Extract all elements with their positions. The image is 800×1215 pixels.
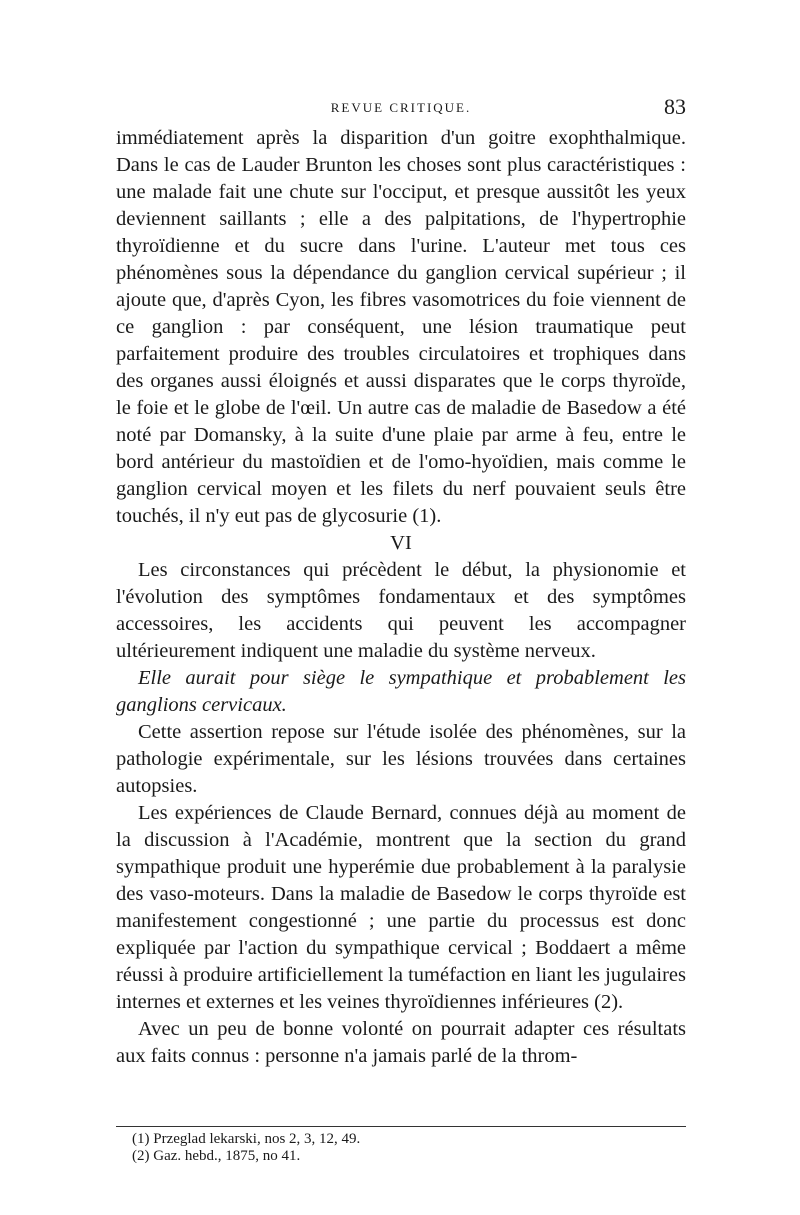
paragraph: Les circonstances qui précèdent le début, la physionomie et l'évolution des symptômes fondamentaux et des symptômes accessoires, les accidents qui peuvent les accompagner ultérieurement indiquent une maladie du système nerveux. xyxy=(116,559,686,662)
italic-paragraph: Elle aurait pour siège le sympathique et probablement les ganglions cervicaux. xyxy=(116,667,686,716)
section-heading: VI xyxy=(390,532,412,554)
page-header xyxy=(116,96,686,120)
running-title: REVUE CRITIQUE. xyxy=(330,100,472,115)
page-number: 83 xyxy=(664,94,686,119)
paragraph-continued: immédiatement après la disparition d'un goitre exophthalmique. Dans le cas de Lauder Brunton les choses sont plus caractéristiques : une malade fait une chute sur l'occiput, et presque aussitôt les yeux deviennent saillants ; elle a des palpitations, de l'hypertrophie thyroïdienne et du sucre dans l'urine. L'auteur met tous ces phénomènes sous la dépendance du ganglion cervical supérieur ; il ajoute que, d'après Cyon, les fibres vasomotrices du foie viennent de ce ganglion : par conséquent, une lésion traumatique peut parfaitement produire des troubles circulatoires et trophiques dans des organes aussi éloignés et aussi disparates que le corps thyroïde, le foie et le globe de l'œil. Un autre cas de maladie de Basedow a été noté par Domansky, à la suite d'une plaie par arme à feu, entre le bord antérieur du mastoïdien et de l'omo-hyoïdien, mais comme le ganglion cervical moyen et les filets du nerf pouvaient seuls être touchés, il n'y eut pas de glycosurie (1). xyxy=(116,127,686,527)
paragraph: Avec un peu de bonne volonté on pourrait adapter ces résultats aux faits connus : personne n'a jamais parlé de la throm- xyxy=(116,1018,686,1067)
paragraph: Les expériences de Claude Bernard, connues déjà au moment de la discussion à l'Académie, montrent que la section du grand sympathique produit une hyperémie due probablement à la paralysie des vaso-moteurs. Dans la maladie de Basedow le corps thyroïde est manifestement congestionné ; une partie du processus est donc expliquée par l'action du sympathique cervical ; Boddaert a même réussi à produire artificiellement la tuméfaction en liant les jugulaires internes et externes et les veines thyroïdiennes inférieures (2). xyxy=(116,802,686,1013)
footnote: (2) Gaz. hebd., 1875, no 41. xyxy=(132,1148,301,1164)
footnote-divider xyxy=(116,1126,686,1127)
footnote: (1) Przeglad lekarski, nos 2, 3, 12, 49. xyxy=(132,1131,361,1147)
body-text xyxy=(116,125,686,1070)
paragraph: Cette assertion repose sur l'étude isolée des phénomènes, sur la pathologie expérimentale, sur les lésions trouvées dans certaines autopsies. xyxy=(116,721,686,797)
footnotes xyxy=(132,1131,672,1165)
